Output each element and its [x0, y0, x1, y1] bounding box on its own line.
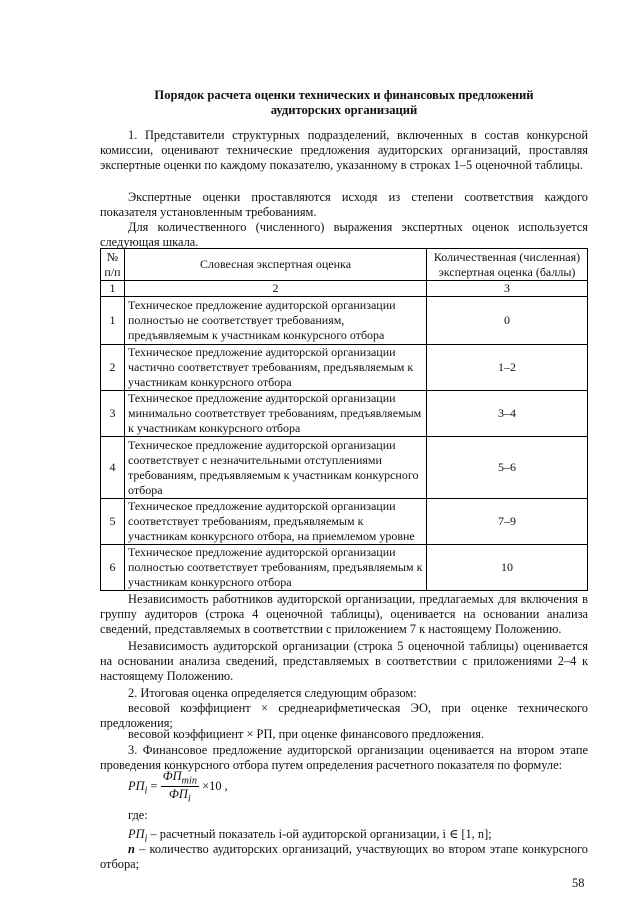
- intro-paragraph-1: 1. Представители структурных подразделений, включенных в состав конкурсной комиссии, оценивают технические предложения аудиторских организаций, проставляя экспертные оценки по каждому показателю, указанному в строках 1–5 оценочной таблицы.: [100, 128, 588, 172]
- body-paragraph-5: Независимость аудиторской организации (строка 5 оценочной таблицы) оценивается на основании анализа сведений, представляемых в соответствии с приложениями 2–4 к настоящему Положению.: [100, 639, 588, 683]
- formula: $РП_i$ = $\frac{ФП_{min}}{ФП_i}$ ×10 ,: [128, 769, 228, 805]
- table-index-row: 1 2 3: [101, 281, 588, 297]
- definition-n: n – количество аудиторских организаций, участвующих во втором этапе конкурсного отбора;: [100, 842, 588, 871]
- page-title: [100, 88, 588, 118]
- intro-paragraph-2: Экспертные оценки проставляются исходя из степени соответствия каждого показателя установленным требованиям.: [100, 190, 588, 219]
- col-header-score: Количественная (численная) экспертная оценка (баллы): [427, 249, 588, 281]
- col-header-number: № п/п: [101, 249, 125, 281]
- formula-fraction: $\frac{ФП_{min}}{ФП_i}$: [162, 769, 198, 805]
- scale-table: [100, 248, 588, 591]
- body-paragraph-9: 3. Финансовое предложение аудиторской организации оценивается на втором этапе проведения конкурсного отбора путем определения расчетного показателя по формуле:: [100, 743, 588, 772]
- col-header-verbal: Словесная экспертная оценка: [125, 249, 427, 281]
- table-row: 5 Техническое предложение аудиторской организации соответствует требованиям, предъявляемым к участникам конкурсного отбора, на приемлемом уровне 7–9: [101, 499, 588, 545]
- where-label: где:: [128, 808, 148, 822]
- page-number: 58: [572, 876, 585, 890]
- table-row: 2 Техническое предложение аудиторской организации частично соответствует требованиям, предъявляемым к участникам конкурсного отбора 1–2: [101, 345, 588, 391]
- body-paragraph-4: Независимость работников аудиторской организации, предлагаемых для включения в группу аудиторов (строка 4 оценочной таблицы), оценивается на основании анализа сведений, представляемых в соответствии с приложением 7 к настоящему Положению.: [100, 592, 588, 636]
- title-line-2: аудиторских организаций: [270, 103, 418, 117]
- definition-rp: $РП_i$ – расчетный показатель i-ой аудиторской организации, i ∈ [1, n];: [128, 827, 492, 845]
- body-paragraph-6: 2. Итоговая оценка определяется следующим образом:: [128, 686, 417, 700]
- body-paragraph-8: весовой коэффициент × РП, при оценке финансового предложения.: [128, 727, 485, 741]
- table-row: 4 Техническое предложение аудиторской организации соответствует с незначительными отступлениями требованиям, предъявляемым к участникам конкурсного отбора 5–6: [101, 437, 588, 499]
- body-paragraph-7: весовой коэффициент × среднеарифметическая ЭО, при оценке технического предложения;: [100, 701, 588, 730]
- table-header-row: [101, 249, 588, 281]
- table-row: 1 Техническое предложение аудиторской организации полностью не соответствует требованиям, предъявляемым к участникам конкурсного отбора 0: [101, 297, 588, 345]
- intro-paragraph-3: Для количественного (численного) выражения экспертных оценок используется следующая шкала.: [100, 220, 588, 249]
- table-row: 3 Техническое предложение аудиторской организации минимально соответствует требованиям, предъявляемым к участникам конкурсного отбора 3–4: [101, 391, 588, 437]
- table-row: 6 Техническое предложение аудиторской организации полностью соответствует требованиям, предъявляемым к участникам конкурсного отбора 10: [101, 545, 588, 591]
- title-line-1: Порядок расчета оценки технических и финансовых предложений: [154, 88, 534, 102]
